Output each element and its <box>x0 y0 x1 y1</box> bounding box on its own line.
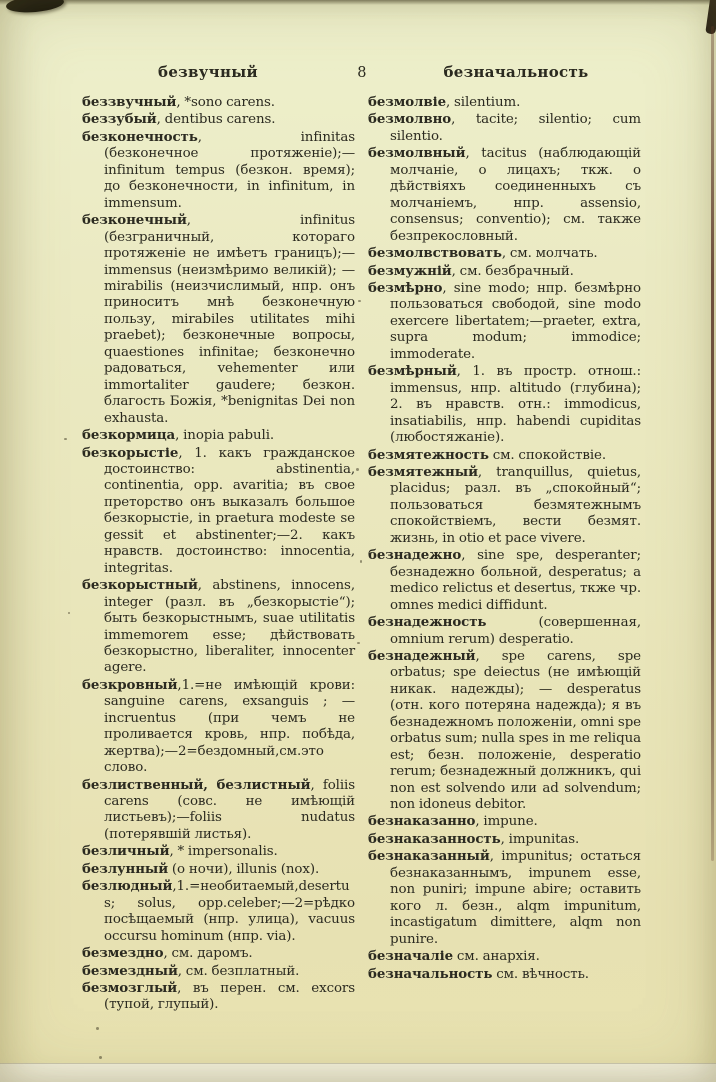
dictionary-entry <box>368 145 641 245</box>
dictionary-entry <box>368 547 641 614</box>
headword: безлунный <box>82 860 169 877</box>
headword: безнадежный <box>368 647 476 664</box>
entry-text: , см. безплатный. <box>177 963 300 979</box>
entry-text: , silentium. <box>446 95 521 110</box>
ink-speck <box>357 642 360 644</box>
entry-text: , abstinens, innocens, integer (разл. въ „безкорыстіе“); быть безкорыстнымъ, suae utilitatis immemorem esse; дѣйствовать безкорыстно, liberaliter, innocenter agere. <box>104 578 355 676</box>
headword: безличный <box>82 843 170 860</box>
headword: безнадежность <box>368 614 487 631</box>
ink-speck <box>68 612 70 614</box>
entry-text: , tranquillus, quietus, placidus; разл. въ „спокойный“; пользоваться безмятежнымъ спокойствіемъ, вести безмят. жизнь, in otio et pace vivere. <box>390 464 641 546</box>
dictionary-entry <box>82 963 355 980</box>
headword: безмужній <box>368 262 452 279</box>
headword: беззубый <box>82 111 157 128</box>
dictionary-entry <box>82 577 355 677</box>
dictionary-entry <box>368 831 641 848</box>
entry-text: , 1. какъ гражданское достоинство: abstinentia, continentia, opp. avaritia; въ свое преторство онъ выказалъ большое безкорыстіе, in praetura modeste se gessit et abstinenter;—2. какъ нравств. достоинство: innocentia, integritas. <box>104 445 355 576</box>
ink-speck <box>358 300 361 302</box>
entry-text: , см. безбрачный. <box>451 263 574 279</box>
left-column <box>82 94 355 1014</box>
entry-text: (о ночи), illunis (nox). <box>168 861 320 877</box>
dictionary-entry <box>82 861 355 878</box>
scan-artifact-top-left <box>5 0 64 14</box>
catchword-right: безначальность <box>443 63 589 81</box>
dictionary-entry <box>368 464 641 547</box>
ink-speck <box>64 438 67 440</box>
dictionary-entry <box>82 878 355 945</box>
ink-speck <box>96 1027 99 1030</box>
dictionary-entry <box>82 980 355 1014</box>
dictionary-entry <box>82 677 355 777</box>
dictionary-entry <box>368 280 641 363</box>
dictionary-entry <box>82 427 355 444</box>
dictionary-entry <box>82 843 355 860</box>
headword: безкорыстіе <box>82 444 179 461</box>
headword: безнаказанность <box>368 830 501 847</box>
headword: безмездный <box>82 962 178 979</box>
ink-speck <box>356 468 359 471</box>
dictionary-entry <box>82 777 355 844</box>
headword: безкормица <box>82 427 176 444</box>
entry-text: , sine modo; нпр. безмѣрно пользоваться свободой, sine modo exercere libertatem;—praeter, extra, supra modum; immodice; immoderate. <box>390 280 641 362</box>
dictionary-entry <box>368 263 641 280</box>
page-number: 8 <box>357 65 367 81</box>
headword: безконечность <box>82 128 198 145</box>
entry-text: , см. молчать. <box>501 246 598 262</box>
headword: безнаказанно <box>368 813 476 830</box>
headword: безмѣрный <box>368 363 457 380</box>
headword: безмятежный <box>368 463 478 480</box>
headword: безмолвный <box>368 145 466 162</box>
dictionary-entry <box>368 848 641 948</box>
entry-text: , impune. <box>475 814 538 830</box>
entry-text: , * impersonalis. <box>169 844 278 860</box>
entry-text: , infinitas (безконечное протяженіе);—infinitum tempus (безкон. время); до безконечности, in infinitum, in immensum. <box>104 129 355 211</box>
entry-text: , impunitas. <box>500 831 580 847</box>
dictionary-entry <box>368 966 641 983</box>
entry-text: , въ перен. см. excors (тупой, глупый). <box>104 981 355 1013</box>
dictionary-entry <box>368 648 641 814</box>
page-bottom-edge <box>0 1063 716 1082</box>
entry-text: , tacite; silentio; cum silentio. <box>390 112 641 144</box>
entry-text: , см. даромъ. <box>163 946 253 962</box>
entry-text: , impunitus; остаться безнаказаннымъ, impunem esse, non puniri; impune abire; оставить кого л. безн., alqm impunitum, incastigatum dimittere, alqm non punire. <box>390 849 641 947</box>
dictionary-entry <box>368 614 641 648</box>
entry-text: (совершенная, omnium rerum) desperatio. <box>390 615 641 647</box>
headword: безнадежно <box>368 547 462 564</box>
dictionary-entry <box>368 245 641 262</box>
headword: беззвучный <box>82 94 177 110</box>
headword: безконечный <box>82 212 187 229</box>
page-right-edge-line <box>711 26 714 861</box>
entry-text: , inopia pabuli. <box>175 428 275 444</box>
running-head <box>82 63 642 81</box>
entry-text: , 1. въ простр. отнош.: immensus, нпр. altitudo (глубина); 2. въ нравств. отн.: immodicus, insatiabilis, нпр. habendi cupiditas (любостяжаніе). <box>390 364 641 446</box>
dictionary-entry <box>368 813 641 830</box>
dictionary-entry <box>82 94 355 111</box>
entry-text: , infinitus (безграничный, котораго протяженіе не имѣетъ границъ);—immensus (неизмѣримо великій); — mirabilis (неизчислимый, нпр. онъ приноситъ мнѣ безконечную пользу, mirabiles utilitates mihi praebet); безконечные вопросы, quaestiones infinitae; безконечно радоваться, vehementer или immortaliter gaudere; безкон. благость Божія, *benignitas Dei non exhausta. <box>104 213 355 426</box>
headword: безмѣрно <box>368 279 443 296</box>
headword: безнаказанный <box>368 848 490 865</box>
headword: безмездно <box>82 945 164 962</box>
entry-text: см. вѣчность. <box>492 966 589 982</box>
entry-text: , *sono carens. <box>176 95 275 110</box>
dictionary-entry <box>368 447 641 464</box>
headword: безначальность <box>368 965 493 982</box>
entry-text: см. анархія. <box>453 949 540 965</box>
dictionary-entry <box>82 111 355 128</box>
headword: безкорыстный <box>82 577 198 594</box>
page-top-edge-shadow <box>0 0 716 5</box>
right-column <box>368 94 641 1014</box>
headword: безмолвно <box>368 111 452 128</box>
headword: безлиственный, безлистный <box>82 776 311 793</box>
entry-text: , tacitus (наблюдающій молчаніе, о лицахъ; ткж. о дѣйствіяхъ соединенныхъ съ молчаніемъ, нпр. assensio, consensus; conventio); см. также безпрекословный. <box>390 146 641 244</box>
entry-text: , spe carens, spe orbatus; spe deiectus (не имѣющій никак. надежды); — desperatus (отн. кого потеряна надежда); я въ безнадежномъ положеніи, omni spe orbatus sum; nulla spes in me reliqua est; безн. положеніе, desperatio rerum; безнадежный должникъ, qui non est solvendo или ad solvendum; non idoneus debitor. <box>390 648 641 813</box>
ink-speck <box>360 560 362 563</box>
headword: безначаліе <box>368 948 453 965</box>
headword: безмятежность <box>368 446 489 463</box>
entry-text: , dentibus carens. <box>156 112 276 128</box>
headword: безкровный <box>82 676 178 693</box>
entry-text: см. спокойствіе. <box>488 447 606 463</box>
dictionary-entry <box>368 111 641 145</box>
dictionary-entry <box>368 948 641 965</box>
headword: безлюдный <box>82 878 173 895</box>
entry-text: ,1.=необитаемый,desertus; solus, opp.celeber;—2=рѣдко посѣщаемый (нпр. улица), vacuus occursu hominum (нпр. via). <box>104 879 355 944</box>
dictionary-entry <box>368 363 641 446</box>
dictionary-entry <box>82 945 355 962</box>
headword: безмолвіе <box>368 94 447 110</box>
dictionary-entry <box>82 129 355 212</box>
entry-text: ,1.=не имѣющій крови: sanguine carens, exsanguis ; — incruentus (при чемъ не проливается кровь, нпр. побѣда, жертва);—2=бездомный,см.это слово. <box>104 677 355 776</box>
dictionary-entry <box>368 94 641 111</box>
dictionary-entry <box>82 445 355 578</box>
dictionary-entry <box>82 212 355 427</box>
headword: безмозглый <box>82 980 178 997</box>
headword: безмолвствовать <box>368 245 502 262</box>
catchword-left: безвучный <box>158 63 258 81</box>
dictionary-columns <box>82 94 642 1014</box>
entry-text: , sine spe, desperanter; безнадежно больной, desperatus; a medico relictus et desertus, ткже чр. omnes medici diffidunt. <box>390 548 641 613</box>
ink-speck <box>99 1056 102 1059</box>
entry-text: , foliis carens (совс. не имѣющій листьевъ);—foliis nudatus (потерявшій листья). <box>104 777 356 842</box>
